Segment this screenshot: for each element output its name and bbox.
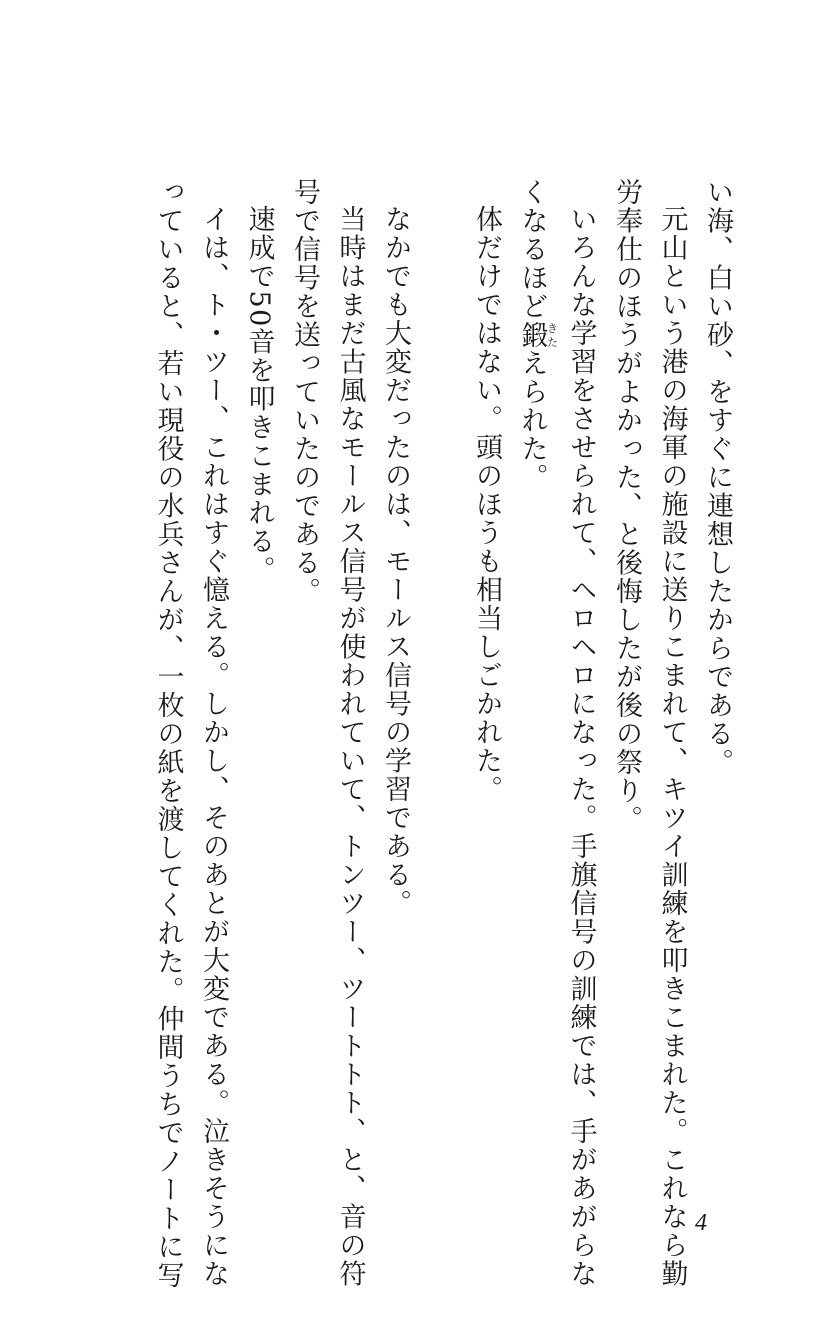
- text-line: 当時はまだ古風なモールス信号が使われていて、トンツー、ツートトト、と、音の符: [334, 205, 366, 1288]
- ruby-reading: きた: [545, 320, 559, 349]
- vertical-text-block: [145, 178, 740, 1290]
- text-line-with-ruby: [509, 178, 558, 1208]
- text-line: イは、ト・ツー、これはすぐ憶える。しかし、そのあとが大変である。泣きそうにな: [198, 205, 229, 1288]
- text-line: 元山という港の海軍の施設に送りこまれて、キツイ訓練を叩きこまれた。これなら勤: [656, 205, 688, 1288]
- text-line: 速成で50音を叩きこまれる。: [243, 205, 275, 585]
- section-break: [418, 178, 464, 1208]
- text-line: い海、白い砂、をすぐに連想したからである。: [702, 178, 733, 777]
- ruby-base: 鍛: [516, 320, 548, 349]
- text-line: いろんな学習をさせられて、ヘロヘロになった。手旗信号の訓練では、手があがらな: [565, 205, 597, 1288]
- text-line: 号で信号を送っていたのである。: [289, 178, 320, 606]
- ruby-line-after: えられた。: [516, 349, 548, 492]
- page-number: 4: [695, 1210, 707, 1236]
- text-line: 体だけではない。頭のほうも相当しごかれた。: [471, 205, 502, 804]
- text-line: 労奉仕のほうがよかった、と後悔したが後の祭り。: [611, 178, 642, 834]
- ruby-line-before: くなるほど: [516, 178, 548, 321]
- ruby-word: [516, 320, 559, 350]
- text-line: なかでも大変だったのは、モールス信号の学習である。: [380, 205, 411, 918]
- text-line: っていると、若い現役の水兵さんが、一枚の紙を渡してくれた。仲間うちでノートに写: [152, 178, 184, 1290]
